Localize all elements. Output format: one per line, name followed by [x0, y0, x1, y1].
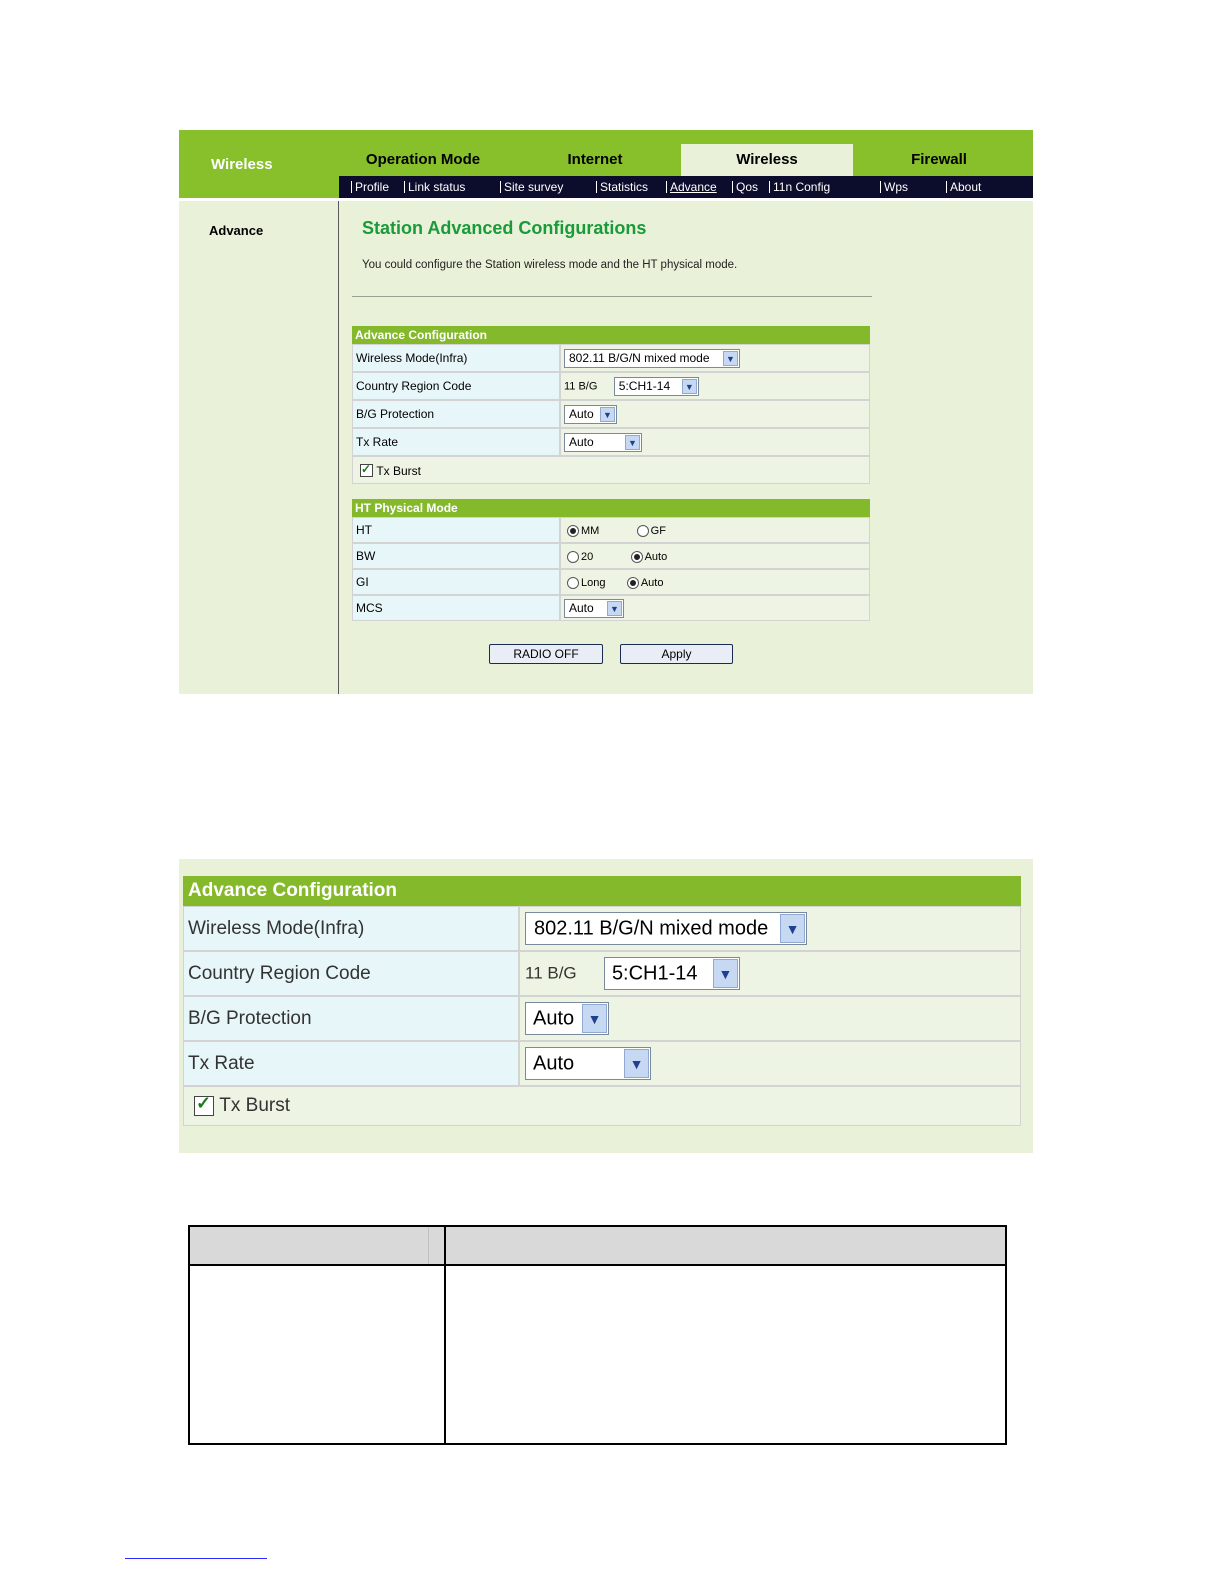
- country-region-select[interactable]: [604, 957, 740, 990]
- wireless-mode-value: 802.11 B/G/N mixed mode: [569, 351, 710, 365]
- description-table: [188, 1225, 1007, 1445]
- chevron-down-icon: ▼: [600, 407, 615, 422]
- gi-auto-label: Auto: [640, 576, 664, 589]
- table-row: [352, 344, 870, 372]
- table-row: [352, 456, 870, 484]
- column-divider: [428, 1227, 429, 1264]
- country-region-label: Country Region Code: [183, 951, 519, 996]
- bg-protection-value: Auto: [569, 407, 594, 421]
- ht-mm-radio[interactable]: [567, 525, 579, 537]
- ht-physical-mode-table: [352, 499, 870, 621]
- description-table-header: [190, 1227, 1005, 1266]
- tx-burst-checkbox[interactable]: [194, 1096, 214, 1116]
- advance-config-table: [352, 326, 870, 484]
- sidebar-divider: [338, 201, 339, 694]
- subnav-link-status[interactable]: Link status: [408, 180, 466, 194]
- chevron-down-icon: ▼: [624, 1049, 649, 1078]
- advance-config-zoomed-screenshot: [179, 859, 1033, 1153]
- column-divider: [444, 1227, 446, 1443]
- router-admin-screenshot: [179, 130, 1033, 694]
- country-region-label: Country Region Code: [352, 372, 560, 400]
- chevron-down-icon: ▼: [625, 435, 640, 450]
- tx-rate-value: Auto: [533, 1052, 575, 1074]
- bw-20-radio[interactable]: [567, 551, 579, 563]
- advance-config-header: Advance Configuration: [183, 876, 1021, 906]
- table-row: [183, 1041, 1021, 1086]
- wireless-mode-select[interactable]: [525, 912, 807, 945]
- table-row: [352, 428, 870, 456]
- mcs-value: Auto: [569, 601, 594, 615]
- tx-rate-label: Tx Rate: [183, 1041, 519, 1086]
- gi-long-label: Long: [581, 576, 606, 589]
- tx-rate-select[interactable]: [564, 433, 642, 452]
- subnav-site-survey[interactable]: Site survey: [504, 180, 564, 194]
- country-region-value: 5:CH1-14: [611, 962, 698, 984]
- subnav-about[interactable]: About: [950, 180, 982, 194]
- content-separator: [352, 296, 872, 297]
- ht-gf-label: GF: [650, 524, 666, 537]
- wireless-mode-value: 802.11 B/G/N mixed mode: [534, 917, 769, 939]
- table-row: [352, 372, 870, 400]
- bg-protection-label: B/G Protection: [183, 996, 519, 1041]
- tab-internet[interactable]: Internet: [567, 151, 623, 168]
- tx-burst-label: Tx Burst: [376, 463, 422, 478]
- page-title: Station Advanced Configurations: [362, 218, 647, 238]
- bw-auto-label: Auto: [644, 550, 668, 563]
- table-row: [183, 1086, 1021, 1126]
- apply-button[interactable]: Apply: [620, 644, 733, 664]
- table-row: [352, 569, 870, 595]
- country-region-value: 5:CH1-14: [618, 379, 671, 393]
- chevron-down-icon: ▼: [780, 914, 805, 943]
- country-region-select[interactable]: [614, 377, 699, 396]
- table-row: [183, 906, 1021, 951]
- subnav-wps[interactable]: Wps: [884, 180, 908, 194]
- chevron-down-icon: ▼: [607, 601, 622, 616]
- sidebar-item-advance[interactable]: Advance: [209, 223, 264, 238]
- ht-mm-label: MM: [581, 524, 600, 537]
- section-title: Wireless: [211, 156, 273, 173]
- ht-mode-header: HT Physical Mode: [352, 499, 870, 517]
- country-region-prefix: 11 B/G: [564, 380, 598, 392]
- mcs-select[interactable]: [564, 599, 624, 618]
- chevron-down-icon: ▼: [713, 959, 738, 988]
- mcs-label: MCS: [352, 595, 560, 621]
- subnav-qos[interactable]: Qos: [736, 180, 759, 194]
- subnav-statistics[interactable]: Statistics: [600, 180, 649, 194]
- tab-wireless[interactable]: Wireless: [681, 144, 853, 176]
- wireless-mode-select[interactable]: [564, 349, 740, 368]
- gi-label: GI: [352, 569, 560, 595]
- subnav-advance[interactable]: Advance: [670, 180, 717, 194]
- bg-protection-select[interactable]: [525, 1002, 609, 1035]
- ht-gf-radio[interactable]: [637, 525, 649, 537]
- bw-label: BW: [352, 543, 560, 569]
- gi-auto-radio[interactable]: [627, 577, 639, 589]
- gi-long-radio[interactable]: [567, 577, 579, 589]
- page-description: You could configure the Station wireless mode and the HT physical mode.: [362, 259, 738, 271]
- bg-protection-label: B/G Protection: [352, 400, 560, 428]
- ht-label: HT: [352, 517, 560, 543]
- tab-operation-mode[interactable]: Operation Mode: [365, 151, 481, 168]
- subnav-profile[interactable]: Profile: [355, 180, 390, 194]
- sub-navigation: [339, 176, 1033, 198]
- wireless-mode-label: Wireless Mode(Infra): [352, 344, 560, 372]
- advance-config-header: Advance Configuration: [352, 326, 870, 344]
- country-region-prefix: 11 B/G: [525, 963, 577, 983]
- chevron-down-icon: ▼: [723, 351, 738, 366]
- tx-rate-label: Tx Rate: [352, 428, 560, 456]
- bg-protection-select[interactable]: [564, 405, 617, 424]
- header-divider: [179, 198, 1033, 201]
- chevron-down-icon: ▼: [582, 1004, 607, 1033]
- tx-burst-label: Tx Burst: [219, 1094, 291, 1116]
- tx-rate-value: Auto: [569, 435, 594, 449]
- tx-burst-checkbox[interactable]: [360, 464, 373, 477]
- bw-auto-radio[interactable]: [631, 551, 643, 563]
- bw-20-label: 20: [581, 550, 594, 563]
- chevron-down-icon: ▼: [682, 379, 697, 394]
- advance-config-table-zoomed: [183, 876, 1021, 1126]
- footnote-separator: [125, 1558, 267, 1559]
- table-row: [352, 543, 870, 569]
- table-row: [352, 517, 870, 543]
- table-row: [183, 951, 1021, 996]
- table-row: [352, 400, 870, 428]
- tx-rate-select[interactable]: [525, 1047, 651, 1080]
- radio-off-button[interactable]: RADIO OFF: [489, 644, 603, 664]
- table-row: [183, 996, 1021, 1041]
- subnav-11n-config[interactable]: 11n Config: [773, 180, 831, 194]
- bg-protection-value: Auto: [533, 1007, 575, 1029]
- tab-firewall[interactable]: Firewall: [911, 151, 967, 168]
- table-row: [352, 595, 870, 621]
- wireless-mode-label: Wireless Mode(Infra): [183, 906, 519, 951]
